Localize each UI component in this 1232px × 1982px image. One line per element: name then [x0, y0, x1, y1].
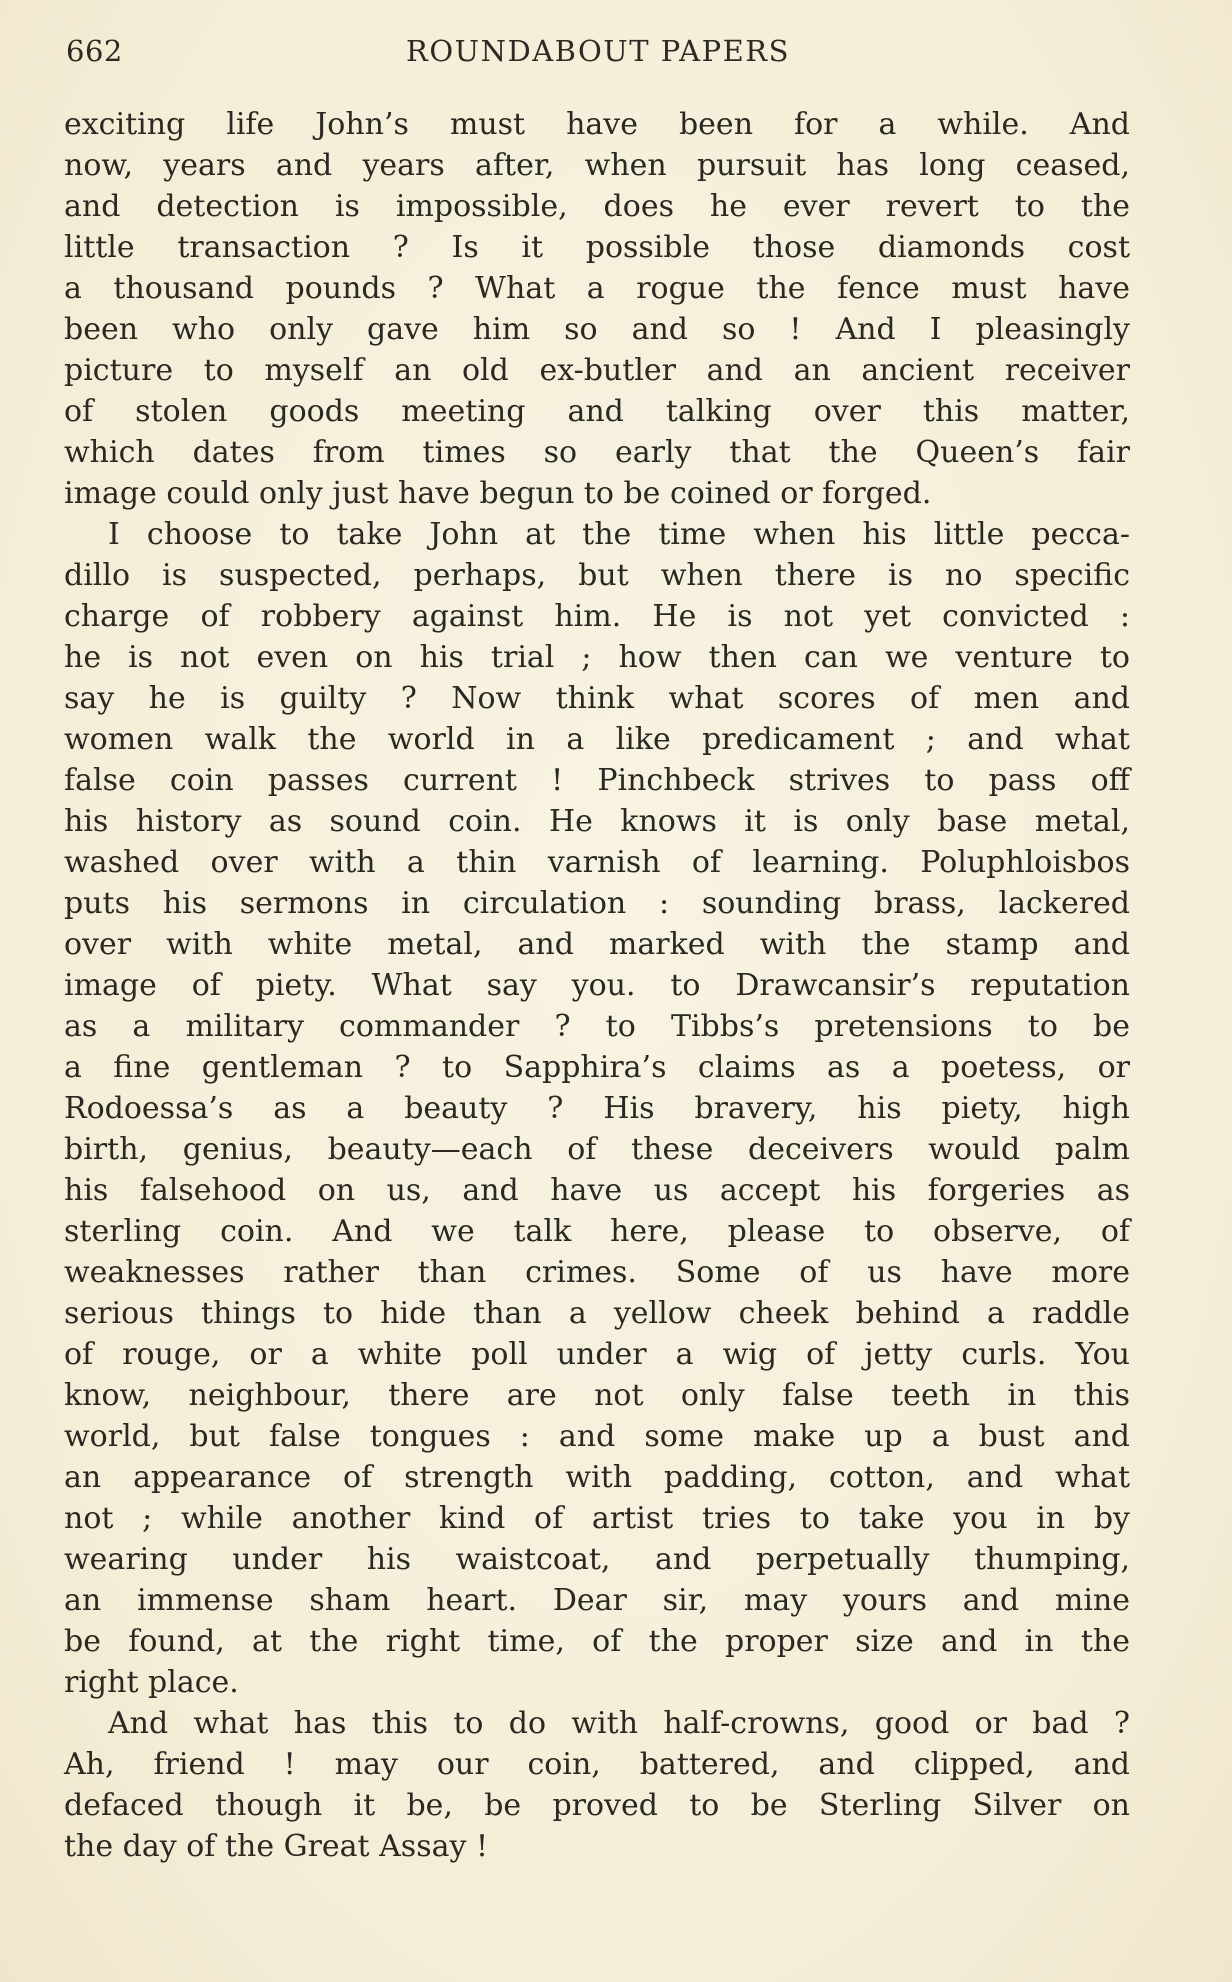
text-line: a fine gentleman ? to Sapphira’s claims as a poetess, or: [64, 1050, 1130, 1085]
running-head: ROUNDABOUT PAPERS: [406, 34, 790, 68]
text-line: picture to myself an old ex-butler and an ancient receiver: [64, 353, 1130, 388]
text-line: which dates from times so early that the Queen’s fair: [64, 435, 1130, 470]
text-line: I choose to take John at the time when his little pecca-: [108, 517, 1130, 552]
text-line: now, years and years after, when pursuit has long ceased,: [64, 148, 1130, 183]
text-line: exciting life John’s must have been for a while. And: [64, 107, 1130, 142]
text-line: right place.: [64, 1665, 239, 1700]
paragraph: [64, 1703, 1130, 1867]
text-line: image could only just have begun to be coined or forged.: [64, 476, 932, 511]
text-line: defaced though it be, be proved to be Sterling Silver on: [64, 1788, 1130, 1823]
text-line: he is not even on his trial ; how then can we venture to: [64, 640, 1130, 675]
text-line: sterling coin. And we talk here, please to observe, of: [64, 1214, 1130, 1249]
text-line: his falsehood on us, and have us accept his forgeries as: [64, 1173, 1130, 1208]
text-line: as a military commander ? to Tibbs’s pretensions to be: [64, 1009, 1130, 1044]
text-line: be found, at the right time, of the proper size and in the: [64, 1624, 1130, 1659]
text-line: not ; while another kind of artist tries to take you in by: [64, 1501, 1130, 1536]
text-line: the day of the Great Assay !: [64, 1829, 489, 1864]
body-text: [64, 104, 1130, 1867]
text-line: puts his sermons in circulation : sounding brass, lackered: [64, 886, 1130, 921]
text-line: of stolen goods meeting and talking over this matter,: [64, 394, 1130, 429]
text-line: been who only gave him so and so ! And I pleasingly: [64, 312, 1130, 347]
text-line: over with white metal, and marked with the stamp and: [64, 927, 1130, 962]
text-line: serious things to hide than a yellow cheek behind a raddle: [64, 1296, 1130, 1331]
text-line: washed over with a thin varnish of learning. Poluphloisbos: [64, 845, 1130, 880]
text-line: an immense sham heart. Dear sir, may yours and mine: [64, 1583, 1130, 1618]
text-line: a thousand pounds ? What a rogue the fence must have: [64, 271, 1130, 306]
text-line: little transaction ? Is it possible those diamonds cost: [64, 230, 1130, 265]
page-header: [66, 30, 1130, 78]
paragraph: [64, 514, 1130, 1703]
text-line: world, but false tongues : and some make up a bust and: [64, 1419, 1130, 1454]
text-line: Rodoessa’s as a beauty ? His bravery, his piety, high: [64, 1091, 1130, 1126]
text-line: Ah, friend ! may our coin, battered, and clipped, and: [64, 1747, 1130, 1782]
text-line: and detection is impossible, does he ever revert to the: [64, 189, 1130, 224]
text-line: charge of robbery against him. He is not yet convicted :: [64, 599, 1130, 634]
text-line: false coin passes current ! Pinchbeck strives to pass off: [64, 763, 1130, 798]
text-line: an appearance of strength with padding, cotton, and what: [64, 1460, 1130, 1495]
page-number: 662: [66, 34, 123, 68]
text-line: image of piety. What say you. to Drawcansir’s reputation: [64, 968, 1130, 1003]
text-line: weaknesses rather than crimes. Some of us have more: [64, 1255, 1130, 1290]
text-line: his history as sound coin. He knows it is only base metal,: [64, 804, 1130, 839]
text-line: And what has this to do with half-crowns, good or bad ?: [108, 1706, 1130, 1741]
text-line: of rouge, or a white poll under a wig of jetty curls. You: [64, 1337, 1130, 1372]
text-line: dillo is suspected, perhaps, but when there is no specific: [64, 558, 1130, 593]
text-line: say he is guilty ? Now think what scores of men and: [64, 681, 1130, 716]
text-line: know, neighbour, there are not only false teeth in this: [64, 1378, 1130, 1413]
text-line: wearing under his waistcoat, and perpetually thumping,: [64, 1542, 1130, 1577]
paragraph: [64, 104, 1130, 514]
text-line: birth, genius, beauty—each of these deceivers would palm: [64, 1132, 1130, 1167]
text-line: women walk the world in a like predicament ; and what: [64, 722, 1130, 757]
